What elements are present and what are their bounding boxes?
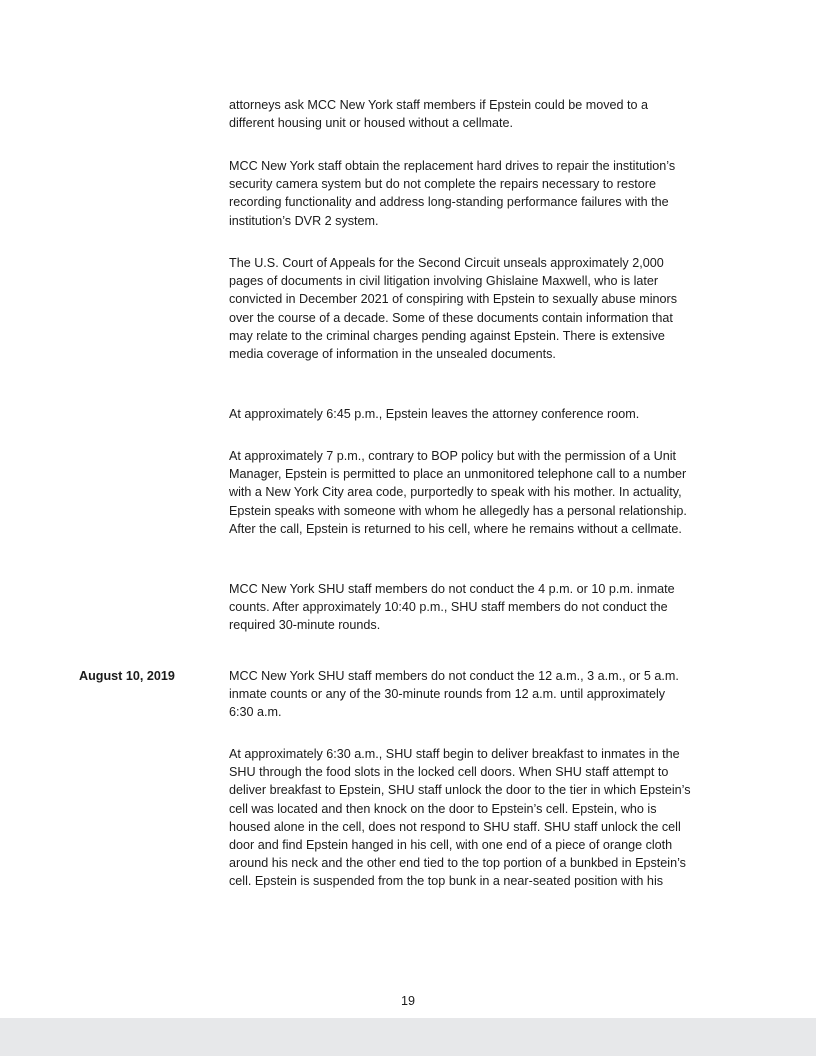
paragraph-hard-drives: MCC New York staff obtain the replacement hard drives to repair the institution’s security camera system but do not complete the repairs necessary to restore recording functionality and address long-standing performance failures with the institution’s DVR 2 system. (229, 159, 676, 228)
viewer-footer-band (0, 1018, 816, 1056)
date-label-august-10: August 10, 2019 (79, 669, 175, 683)
paragraph-court-unseals: The U.S. Court of Appeals for the Second Circuit unseals approximately 2,000 pages of documents in civil litigation involving Ghislaine Maxwell, who is later convicted in December 2021 of conspiring with Epstein to sexually abuse minors over the course of a decade. Some of these documents contain information that may relate to the criminal charges pending against Epstein. There is extensive media coverage of information in the unsealed documents. (229, 256, 678, 362)
paragraph-attorneys-request: attorneys ask MCC New York staff members if Epstein could be moved to a different housing unit or housed without a cellmate. (229, 98, 649, 131)
paragraph-leaves-conference-room: At approximately 6:45 p.m., Epstein leaves the attorney conference room. (229, 407, 640, 421)
paragraph-breakfast-discovery: At approximately 6:30 a.m., SHU staff begin to deliver breakfast to inmates in the SHU through the food slots in the locked cell doors. When SHU staff attempt to deliver breakfast to Epstein, SHU staff unlock the door to the tier in which Epstein’s cell was located and then knock on the door to Epstein’s cell. Epstein, who is housed alone in the cell, does not respond to SHU staff. SHU staff unlock the cell door and find Epstein hanged in his cell, with one end of a piece of orange cloth around his neck and the other end tied to the top portion of a bunkbed in Epstein’s cell. Epstein is suspended from the top bunk in a near-seated position with his (229, 747, 691, 889)
page-number: 19 (400, 994, 415, 1008)
paragraph-counts-not-conducted: MCC New York SHU staff members do not conduct the 4 p.m. or 10 p.m. inmate counts. After approximately 10:40 p.m., SHU staff members do not conduct the required 30-minute rounds. (229, 582, 675, 633)
paragraph-telephone-call: At approximately 7 p.m., contrary to BOP policy but with the permission of a Unit Manager, Epstein is permitted to place an unmonitored telephone call to a number with a New York City area code, purportedly to speak with his mother. In actuality, Epstein speaks with someone with whom he allegedly has a personal relationship. After the call, Epstein is returned to his cell, where he remains without a cellmate. (229, 449, 687, 536)
paragraph-august-10-counts: MCC New York SHU staff members do not conduct the 12 a.m., 3 a.m., or 5 a.m. inmate counts or any of the 30-minute rounds from 12 a.m. until approximately 6:30 a.m. (229, 669, 679, 720)
